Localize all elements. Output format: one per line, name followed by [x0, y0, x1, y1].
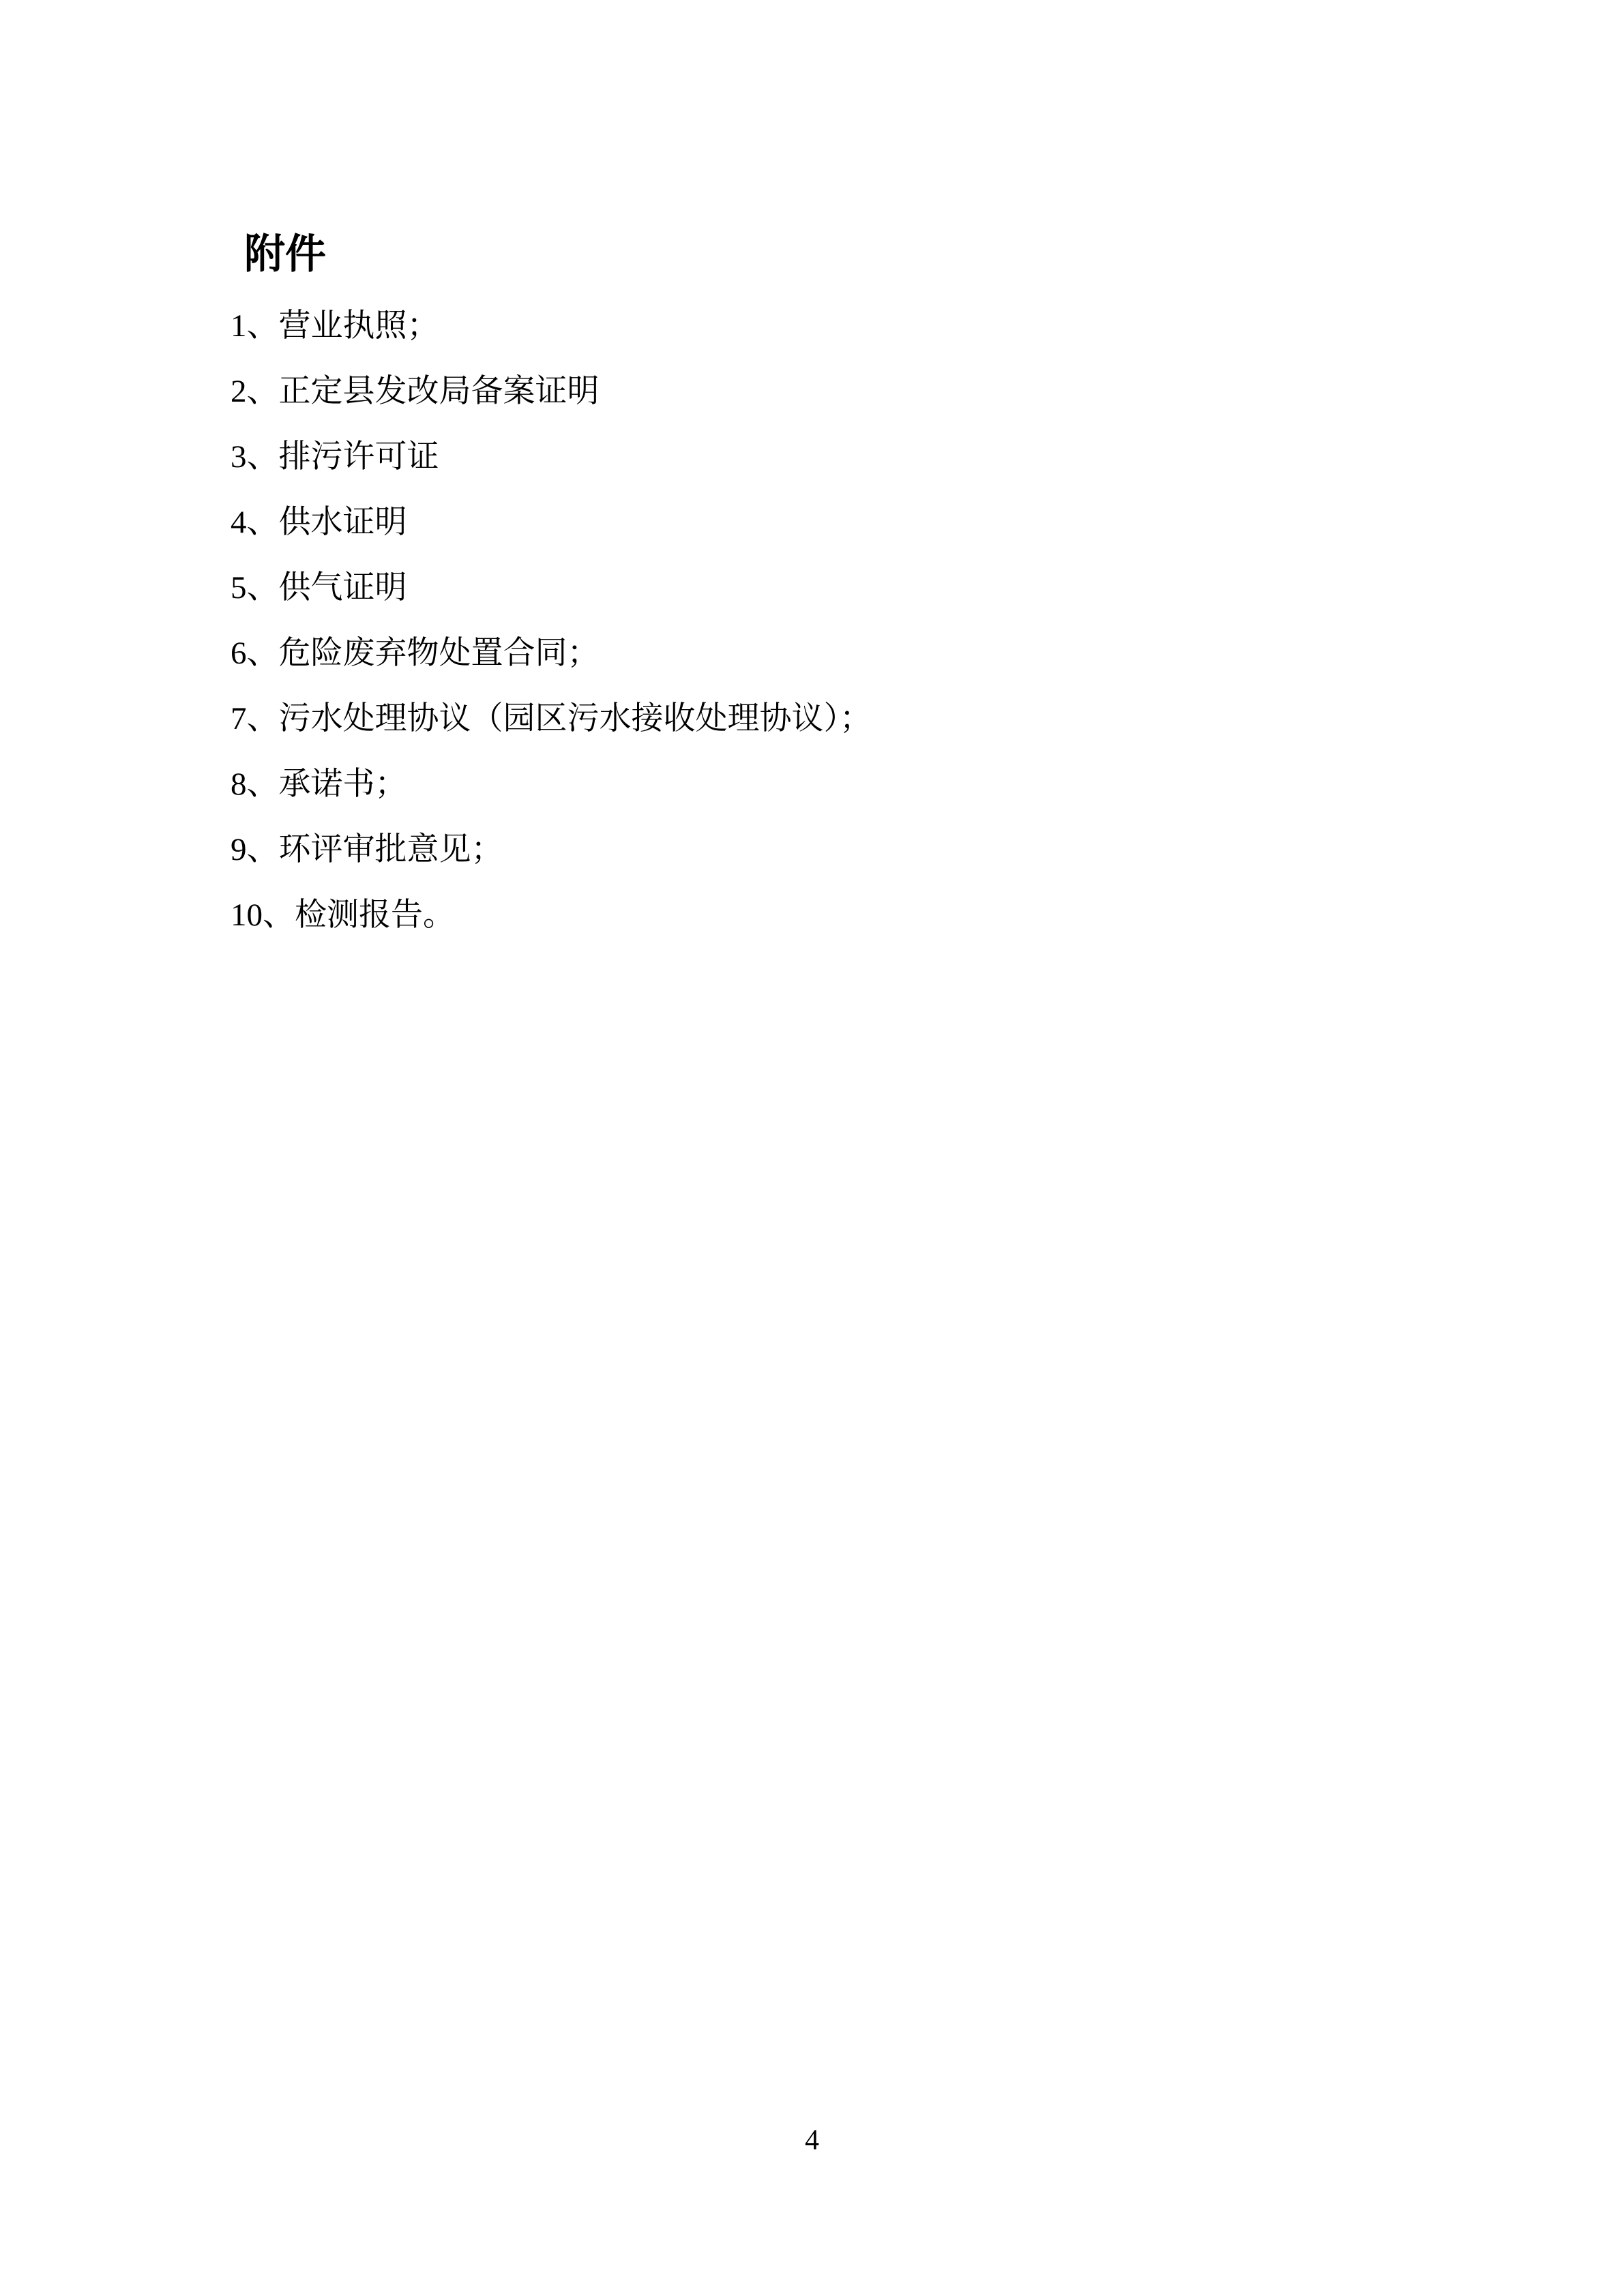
- attachment-item-3: 3、排污许可证: [231, 439, 439, 475]
- attachment-item-5: 5、供气证明: [231, 570, 407, 606]
- attachments-heading: 附件: [244, 231, 326, 278]
- attachment-item-1: 1、营业执照；: [231, 308, 439, 344]
- attachment-item-10: 10、检测报告。: [231, 897, 455, 933]
- attachment-item-2: 2、正定县发改局备案证明: [231, 374, 600, 409]
- attachment-item-7: 7、污水处理协议（园区污水接收处理协议）；: [231, 701, 872, 736]
- page-number: 4: [805, 2125, 819, 2156]
- attachment-item-9: 9、环评审批意见；: [231, 832, 503, 867]
- attachment-item-6: 6、危险废弃物处置合同；: [231, 636, 600, 671]
- attachment-item-4: 4、供水证明: [231, 505, 407, 540]
- attachments-list: [231, 293, 872, 948]
- attachment-item-8: 8、承诺书；: [231, 766, 407, 802]
